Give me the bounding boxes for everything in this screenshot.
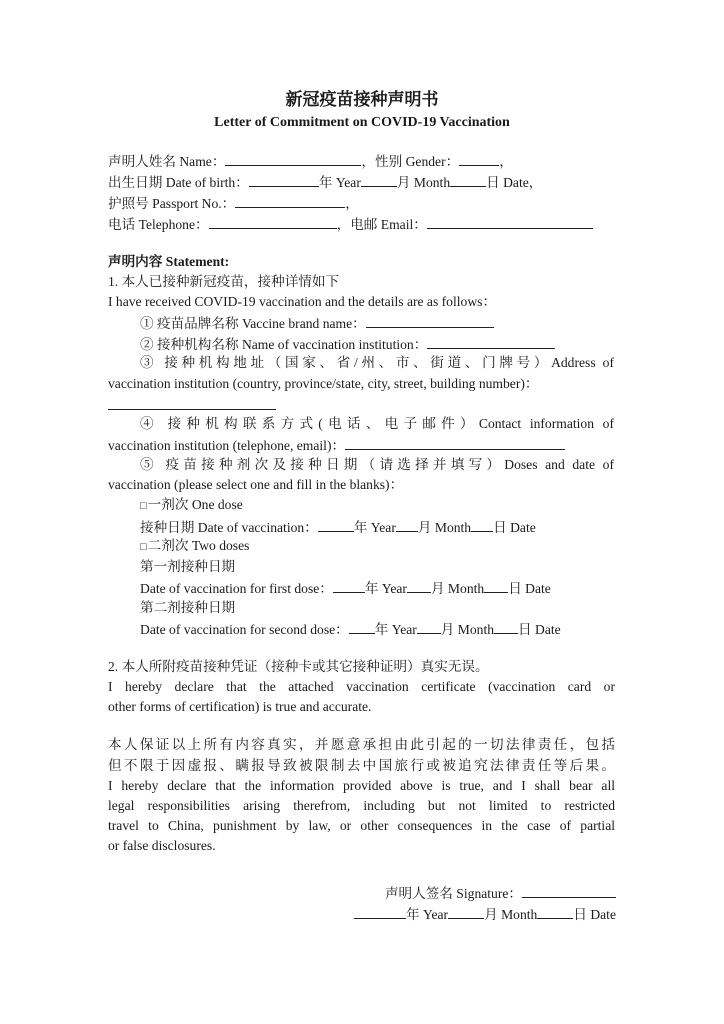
guarantee-en-4: or false disclosures. [108, 838, 216, 853]
sub3-line-a: ③ 接种机构地址（国家、省/州、市、街道、门牌号）Address of [140, 355, 614, 370]
date-label: 日 Date [508, 581, 551, 596]
brand-label: ① 疫苗品牌名称 Vaccine brand name： [140, 316, 366, 331]
year-label: 年 Year [364, 581, 407, 596]
signature-year-field[interactable] [354, 903, 406, 919]
two-doses-option [140, 536, 249, 556]
month-label: 月 Month [440, 622, 495, 637]
dob-line [108, 171, 542, 191]
dob-year-field[interactable] [249, 171, 319, 187]
institution-address-field[interactable] [108, 394, 276, 410]
email-label: ，电邮 Email： [336, 217, 427, 232]
sub5-line-a: ⑤ 疫苗接种剂次及接种日期（请选择并填写）Doses and date of [140, 457, 614, 472]
one-dose-label: 一剂次 One dose [147, 497, 243, 512]
item1-en: I have received COVID-19 vaccination and the details are as follows： [108, 294, 497, 309]
vacc-date-label: 接种日期 Date of vaccination： [140, 520, 318, 535]
sub1-line [140, 312, 494, 332]
statement-heading: 声明内容 Statement: [108, 254, 230, 269]
contact-info-field[interactable] [345, 434, 565, 450]
second-dose-date-line [140, 618, 561, 638]
dob-month-field[interactable] [361, 171, 397, 187]
month-label: 月 Month [484, 907, 538, 922]
signature-day-field[interactable] [537, 903, 573, 919]
date-label: 日 Date [573, 907, 616, 922]
month-label: 月 Month [396, 175, 451, 190]
second-dose-month-field[interactable] [417, 618, 441, 634]
comma: ， [345, 196, 359, 211]
date-label: 日 Date [518, 622, 561, 637]
two-doses-label: 二剂次 Two doses [147, 538, 250, 553]
brand-field[interactable] [366, 312, 494, 328]
date-label: 日 Date [493, 520, 536, 535]
name-gender-line [108, 150, 513, 170]
second-dose-day-field[interactable] [494, 618, 518, 634]
title-english: Letter of Commitment on COVID-19 Vaccination [214, 115, 510, 130]
second-dose-cn: 第二剂接种日期 [140, 600, 236, 615]
first-dose-month-field[interactable] [407, 577, 431, 593]
signature-month-field[interactable] [448, 903, 484, 919]
item2-cn: 2. 本人所附疫苗接种凭证（接种卡或其它接种证明）真实无误。 [108, 659, 489, 674]
item2-en-1: I hereby declare that the attached vaccination certificate (vaccination card or [108, 679, 615, 694]
comma: ， [499, 154, 513, 169]
one-dose-option [140, 495, 243, 515]
dob-day-field[interactable] [450, 171, 486, 187]
first-dose-date-line [140, 577, 551, 597]
sub3-line-b: vaccination institution (country, province/state, city, street, building number)： [108, 376, 539, 391]
contact-line [108, 213, 593, 233]
first-dose-day-field[interactable] [484, 577, 508, 593]
title-chinese: 新冠疫苗接种声明书 [285, 90, 439, 109]
year-label: 年 Year [406, 907, 449, 922]
gender-label: ，性别 Gender： [361, 154, 460, 169]
signature-field[interactable] [522, 882, 616, 898]
passport-field[interactable] [235, 192, 345, 208]
institution-name-label: ② 接种机构名称 Name of vaccination institution： [140, 337, 428, 352]
first-dose-label: Date of vaccination for first dose： [140, 581, 333, 596]
contact-info-label: vaccination institution (telephone, email)： [108, 438, 346, 453]
guarantee-en-1: I hereby declare that the information provided above is true, and I shall bear all [108, 778, 615, 793]
institution-name-field[interactable] [427, 333, 555, 349]
name-field[interactable] [225, 150, 361, 166]
signature-label: 声明人签名 Signature： [384, 886, 522, 901]
item2-en-2: other forms of certification) is true and accurate. [108, 699, 372, 714]
guarantee-en-2: legal responsibilities arising therefrom, including but not limited to restricted [108, 798, 615, 813]
guarantee-cn-2: 但不限于因虚报、瞒报导致被限制去中国旅行或被追究法律责任等后果。 [108, 758, 615, 773]
first-dose-year-field[interactable] [333, 577, 365, 593]
name-label: 声明人姓名 Name： [108, 154, 226, 169]
year-label: 年 Year [353, 520, 396, 535]
year-label: 年 Year [374, 622, 417, 637]
month-label: 月 Month [430, 581, 485, 596]
first-dose-cn: 第一剂接种日期 [140, 559, 236, 574]
dob-label: 出生日期 Date of birth： [108, 175, 249, 190]
item1-cn: 1. 本人已接种新冠疫苗，接种详情如下 [108, 274, 340, 289]
second-dose-year-field[interactable] [349, 618, 375, 634]
two-doses-checkbox[interactable]: □ [140, 541, 147, 553]
second-dose-label: Date of vaccination for second dose： [140, 622, 349, 637]
phone-label: 电话 Telephone： [108, 217, 209, 232]
passport-line [108, 192, 359, 212]
guarantee-en-3: travel to China, punishment by law, or other consequences in the case of partial [108, 818, 615, 833]
sub3-blank-line [108, 394, 276, 414]
phone-field[interactable] [209, 213, 337, 229]
one-dose-day-field[interactable] [471, 516, 493, 532]
sub2-line [140, 333, 555, 353]
email-field[interactable] [427, 213, 593, 229]
signature-line [385, 882, 616, 902]
passport-label: 护照号 Passport No.： [108, 196, 236, 211]
month-label: 月 Month [417, 520, 472, 535]
sub5-line-b: vaccination (please select one and fill in the blanks)： [108, 477, 404, 492]
date-label: 日 Date， [486, 175, 543, 190]
gender-field[interactable] [459, 150, 499, 166]
signature-date-line [354, 903, 616, 923]
one-dose-date-line [140, 516, 536, 536]
one-dose-year-field[interactable] [318, 516, 354, 532]
sub4-line-a: ④ 接种机构联系方式(电话、电子邮件）Contact information of [140, 416, 614, 431]
sub4-line-b [108, 434, 565, 454]
one-dose-checkbox[interactable]: □ [140, 500, 147, 512]
guarantee-cn-1: 本人保证以上所有内容真实，并愿意承担由此引起的一切法律责任，包括 [108, 737, 615, 752]
year-label: 年 Year [318, 175, 361, 190]
one-dose-month-field[interactable] [396, 516, 418, 532]
